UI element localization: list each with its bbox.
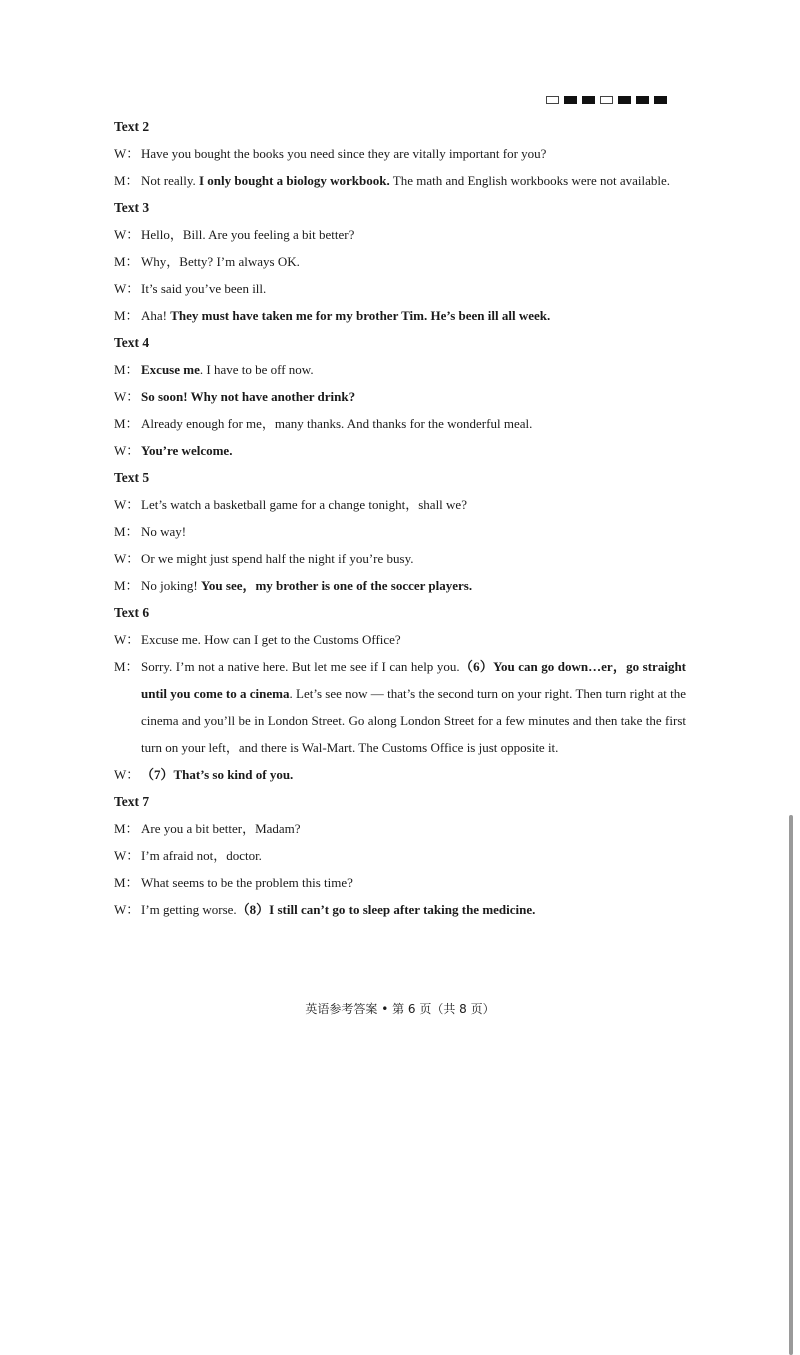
header-mark-filled xyxy=(654,96,667,104)
speaker-label: W： xyxy=(114,443,140,458)
dialogue-line xyxy=(114,491,686,518)
dialogue-text xyxy=(141,275,686,302)
dialogue-text xyxy=(141,545,686,572)
dialogue-text xyxy=(141,842,686,869)
section-heading: Text 7 xyxy=(114,794,150,809)
dialogue-fragment: Hello，Bill. Are you feeling a bit better? xyxy=(141,227,355,242)
dialogue-line xyxy=(114,626,686,653)
dialogue-line xyxy=(114,437,686,464)
dialogue-text xyxy=(141,869,686,896)
dialogue-line xyxy=(114,356,686,383)
answer-highlight: You’re welcome. xyxy=(141,443,233,458)
section-heading: Text 5 xyxy=(114,470,150,485)
dialogue-text xyxy=(141,221,686,248)
header-mark-filled xyxy=(582,96,595,104)
dialogue-text xyxy=(141,167,686,194)
speaker-label: W： xyxy=(114,902,140,917)
answer-highlight: （7）That’s so kind of you. xyxy=(141,767,294,782)
speaker-label: M： xyxy=(114,416,139,431)
dialogue-fragment: Sorry. I’m not a native here. But let me see if I can help you. xyxy=(141,659,460,674)
speaker-label: W： xyxy=(114,146,140,161)
dialogue-fragment: . Let’s see now — that’s the second turn on your right. Then turn right at the cinema and you’ll be in London Street. Go along London Street for a few minutes and then take the first turn on your left，and there is Wal-Mart. The Customs Office is just opposite it. xyxy=(141,686,686,755)
dialogue-text xyxy=(141,572,686,599)
header-mark-hollow xyxy=(546,96,559,104)
dialogue-text xyxy=(141,761,686,788)
speaker-label: M： xyxy=(114,578,139,593)
section-heading: Text 3 xyxy=(114,200,150,215)
dialogue-line xyxy=(114,248,686,275)
answer-highlight: （6）You can go down…er，go straight until you come to a cinema xyxy=(141,659,686,701)
dialogue-line xyxy=(114,302,686,329)
dialogue-text xyxy=(141,302,686,329)
answer-highlight: （8）I still can’t go to sleep after taking the medicine. xyxy=(236,902,536,917)
speaker-label: W： xyxy=(114,551,140,566)
dialogue-fragment: Have you bought the books you need since they are vitally important for you? xyxy=(141,146,547,161)
scrollbar[interactable] xyxy=(789,815,793,1355)
speaker-label: M： xyxy=(114,362,139,377)
speaker-label: W： xyxy=(114,848,140,863)
dialogue-fragment: Are you a bit better，Madam? xyxy=(141,821,301,836)
page-footer: 英语参考答案 • 第 6 页（共 8 页） xyxy=(305,1002,495,1016)
dialogue-fragment: Or we might just spend half the night if you’re busy. xyxy=(141,551,414,566)
dialogue-line xyxy=(114,410,686,437)
speaker-label: W： xyxy=(114,497,140,512)
dialogue-line xyxy=(114,167,686,194)
dialogue-line xyxy=(114,815,686,842)
dialogue-fragment: No joking! xyxy=(141,578,201,593)
dialogue-line xyxy=(114,140,686,167)
speaker-label: W： xyxy=(114,227,140,242)
dialogue-line xyxy=(114,545,686,572)
dialogue-fragment: I’m afraid not，doctor. xyxy=(141,848,262,863)
dialogue-line xyxy=(114,896,686,923)
dialogue-text xyxy=(141,518,686,545)
dialogue-fragment: It’s said you’ve been ill. xyxy=(141,281,267,296)
dialogue-text xyxy=(141,356,686,383)
dialogue-fragment: No way! xyxy=(141,524,187,539)
dialogue-text xyxy=(141,491,686,518)
dialogue-text xyxy=(141,896,686,923)
dialogue-line xyxy=(114,842,686,869)
speaker-label: W： xyxy=(114,767,140,782)
dialogue-line xyxy=(114,653,686,761)
dialogue-fragment: . I have to be off now. xyxy=(199,362,314,377)
speaker-label: M： xyxy=(114,308,139,323)
dialogue-text xyxy=(141,410,686,437)
speaker-label: M： xyxy=(114,875,139,890)
speaker-label: M： xyxy=(114,524,139,539)
header-mark-hollow xyxy=(600,96,613,104)
section-heading: Text 2 xyxy=(114,119,150,134)
speaker-label: M： xyxy=(114,821,139,836)
header-marks xyxy=(546,96,667,104)
speaker-label: W： xyxy=(114,389,140,404)
dialogue-line xyxy=(114,275,686,302)
dialogue-text xyxy=(141,140,686,167)
dialogue-fragment: Excuse me. How can I get to the Customs Office? xyxy=(141,632,401,647)
speaker-label: M： xyxy=(114,254,139,269)
speaker-label: W： xyxy=(114,632,140,647)
speaker-label: M： xyxy=(114,659,139,674)
dialogue-line xyxy=(114,761,686,788)
dialogue-text xyxy=(141,383,686,410)
answer-highlight: I only bought a biology workbook. xyxy=(199,173,390,188)
header-mark-filled xyxy=(636,96,649,104)
dialogue-text xyxy=(141,815,686,842)
header-mark-filled xyxy=(564,96,577,104)
dialogue-fragment: Let’s watch a basketball game for a change tonight，shall we? xyxy=(141,497,467,512)
section-heading: Text 6 xyxy=(114,605,150,620)
dialogue-line xyxy=(114,572,686,599)
dialogue-text xyxy=(141,626,686,653)
dialogue-line xyxy=(114,221,686,248)
dialogue-fragment: I’m getting worse. xyxy=(141,902,237,917)
dialogue-line xyxy=(114,383,686,410)
dialogue-fragment: Already enough for me，many thanks. And thanks for the wonderful meal. xyxy=(141,416,533,431)
speaker-label: W： xyxy=(114,281,140,296)
dialogue-fragment: What seems to be the problem this time? xyxy=(141,875,353,890)
answer-highlight: Excuse me xyxy=(141,362,200,377)
dialogue-line xyxy=(114,518,686,545)
dialogue-fragment: Aha! xyxy=(141,308,171,323)
dialogue-fragment: Not really. xyxy=(141,173,199,188)
header-mark-filled xyxy=(618,96,631,104)
answer-highlight: So soon! Why not have another drink? xyxy=(141,389,356,404)
dialogue-text xyxy=(141,248,686,275)
section-heading: Text 4 xyxy=(114,335,150,350)
speaker-label: M： xyxy=(114,173,139,188)
dialogue-line xyxy=(114,869,686,896)
answer-highlight: You see，my brother is one of the soccer players. xyxy=(200,578,473,593)
answer-highlight: They must have taken me for my brother Tim. He’s been ill all week. xyxy=(170,308,551,323)
dialogue-text xyxy=(141,437,686,464)
transcript xyxy=(114,113,686,923)
dialogue-text xyxy=(141,653,686,761)
dialogue-fragment: Why，Betty? I’m always OK. xyxy=(141,254,300,269)
dialogue-fragment: The math and English workbooks were not available. xyxy=(389,173,671,188)
